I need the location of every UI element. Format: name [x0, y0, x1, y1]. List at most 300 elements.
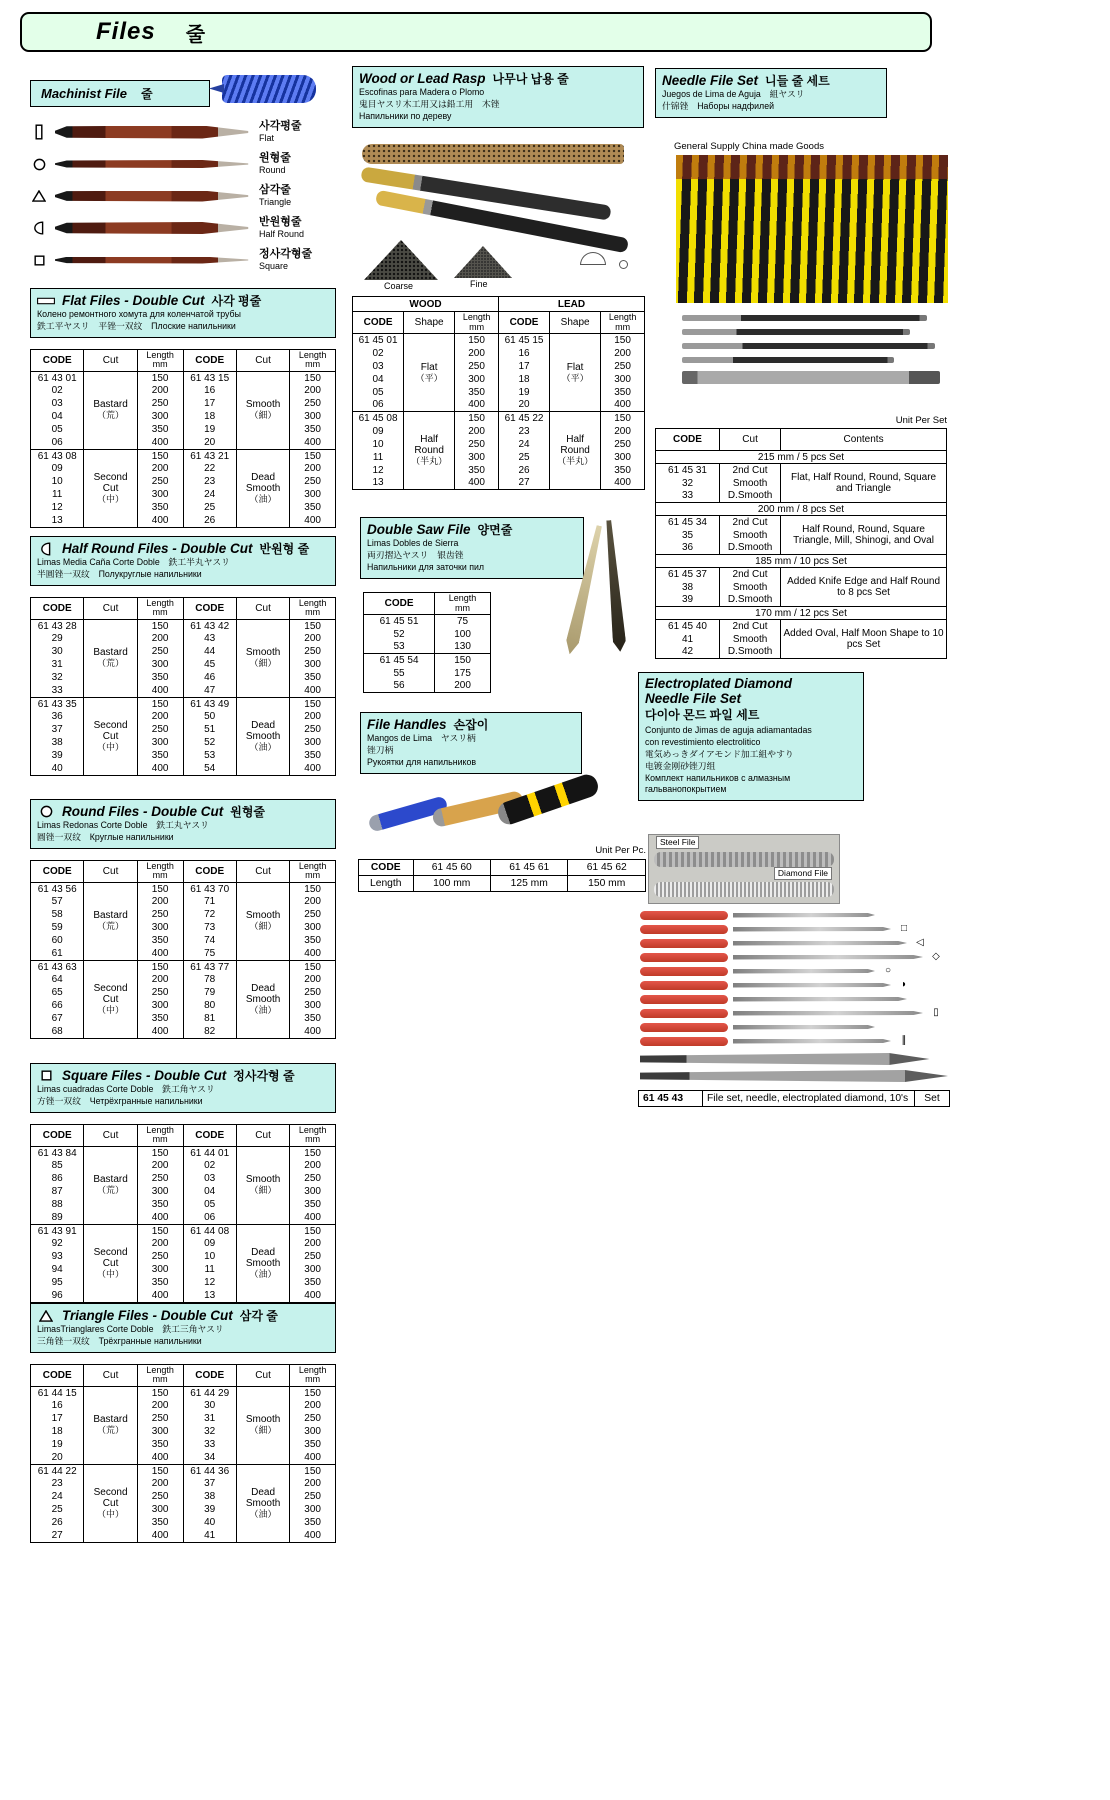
length-cell: 250	[137, 475, 183, 488]
cut-kanji: （中）	[97, 493, 125, 504]
rasp-title: Wood or Lead Rasp	[359, 71, 486, 86]
code-cell: 39	[656, 594, 720, 607]
code-cell: 61 43 08	[31, 449, 84, 462]
product-description: File set, needle, electroplated diamond, 10's	[703, 1091, 915, 1106]
flat-shape-icon	[37, 296, 55, 306]
cut-kanji: （半丸）	[557, 456, 594, 467]
file-handle-image	[640, 1037, 728, 1046]
length-cell: 200	[137, 384, 183, 397]
diamond-subtitle-es1: Conjunto de Jimas de aguja adiamantadas	[645, 725, 812, 735]
file-label-en: Flat	[259, 132, 275, 143]
length-cell: 350	[290, 1438, 336, 1451]
length-cell: 400	[137, 1211, 183, 1224]
cut-kanji: （油）	[249, 1508, 277, 1519]
code-cell: 39	[31, 749, 84, 762]
length-cell: 250	[455, 438, 499, 451]
length-cell: 300	[290, 736, 336, 749]
length-cell: 200	[137, 1399, 183, 1412]
triangle-icon	[30, 190, 48, 202]
cut-cell: Dead Smooth （油）	[236, 1464, 289, 1542]
length-cell: 300	[137, 1185, 183, 1198]
needle-title-row	[662, 72, 880, 89]
code-cell: 61 44 15	[31, 1386, 84, 1399]
machinist-file-row	[30, 180, 332, 212]
code-cell: 61 45 62	[568, 860, 646, 876]
code-cell: 29	[31, 632, 84, 645]
code-header: CODE	[183, 1364, 236, 1386]
saw-subtitle-es: Limas Dobles de Sierra	[367, 538, 459, 548]
length-cell: 300	[290, 410, 336, 423]
length-header: Length mm	[137, 1364, 183, 1386]
code-cell: 74	[183, 934, 236, 947]
code-cell: 13	[353, 477, 404, 490]
length-cell: 300	[137, 1425, 183, 1438]
section-title: Square Files - Double Cut	[62, 1068, 227, 1083]
length-cell: 400	[290, 1529, 336, 1542]
code-cell: 42	[656, 646, 720, 659]
cut-header: Cut	[236, 597, 289, 619]
section-flat-files	[30, 288, 336, 528]
length-header: Length mm	[290, 1364, 336, 1386]
code-cell: 65	[31, 986, 84, 999]
needle-file-bar	[682, 343, 935, 349]
code-cell: 04	[183, 1185, 236, 1198]
length-cell: 250	[137, 908, 183, 921]
cut-cell: Smooth （細）	[236, 1146, 289, 1224]
rasp-header	[352, 66, 644, 128]
length-header: Length mm	[290, 349, 336, 371]
length-cell: 350	[290, 501, 336, 514]
length-cell: 300	[290, 921, 336, 934]
length-cell: 400	[137, 1529, 183, 1542]
code-cell: 11	[353, 451, 404, 464]
cut-header: Cut	[84, 597, 137, 619]
code-cell: 25	[31, 1503, 84, 1516]
length-cell: 150	[455, 334, 499, 347]
code-cell: 32	[183, 1425, 236, 1438]
square-icon	[30, 255, 48, 266]
length-cell: 400	[290, 1289, 336, 1302]
length-cell: 250	[290, 1250, 336, 1263]
cut-header: Cut	[236, 1364, 289, 1386]
page-title: Files	[96, 18, 156, 45]
file-labels	[256, 152, 332, 175]
length-cell: 400	[290, 514, 336, 527]
saw-subtitle-ru: Напильники для заточки пил	[367, 561, 485, 572]
unit-per-set-label: Unit Per Set	[895, 415, 947, 426]
code-cell: 92	[31, 1237, 84, 1250]
rasp-title-row	[359, 70, 637, 87]
diamond-needle-file	[640, 964, 948, 978]
section-title: Round Files - Double Cut	[62, 804, 224, 819]
shape-icon: ◗	[900, 979, 908, 990]
length-cell: 150	[137, 1386, 183, 1399]
code-cell: 81	[183, 1012, 236, 1025]
length-cell: 250	[290, 986, 336, 999]
length-cell: 250	[137, 986, 183, 999]
length-cell: 350	[137, 423, 183, 436]
length-cell: 300	[290, 1425, 336, 1438]
shape-icon: □	[900, 923, 908, 934]
length-cell: 150	[290, 1464, 336, 1477]
needle-subtitle-ru: 什锦锉 Наборы надфилей	[662, 100, 774, 111]
machinist-file-row	[30, 148, 332, 180]
diamond-needle-file	[640, 992, 948, 1006]
section-title-row	[37, 292, 329, 309]
length-cell: 250	[137, 1490, 183, 1503]
code-cell: 32	[31, 671, 84, 684]
code-cell: 38	[656, 581, 720, 594]
length-cell: 300	[137, 658, 183, 671]
file-illustration	[55, 160, 249, 168]
length-cell: 400	[601, 477, 645, 490]
cut-cell: Smooth	[720, 529, 781, 542]
diamond-title-line1: Electroplated Diamond	[645, 676, 793, 691]
file-handle-image	[640, 925, 728, 934]
cut-cell: Half Round （半丸）	[550, 412, 601, 490]
material-header: LEAD	[498, 297, 644, 312]
diamond-needle-file	[640, 908, 948, 922]
code-cell: 24	[498, 438, 549, 451]
rasp-subtitle-ru: Напильники по дереву	[359, 110, 452, 121]
code-cell: 36	[656, 542, 720, 555]
section-title: Flat Files - Double Cut	[62, 293, 205, 308]
code-cell: 79	[183, 986, 236, 999]
cut-kanji: （油）	[249, 493, 277, 504]
length-cell: 150	[137, 449, 183, 462]
code-cell: 12	[31, 501, 84, 514]
handles-photo	[366, 776, 616, 840]
length-cell: 400	[137, 1451, 183, 1464]
code-cell: 20	[498, 399, 549, 412]
cut-kanji: （細）	[249, 1185, 277, 1196]
code-cell: 85	[31, 1159, 84, 1172]
section-title-kr: 반원형 줄	[259, 542, 310, 556]
file-label-kr: 정사각형줄	[259, 248, 313, 261]
code-cell: 13	[31, 514, 84, 527]
length-cell: 150	[137, 1146, 183, 1159]
round-shape-icon	[37, 805, 55, 818]
length-cell: 150	[290, 882, 336, 895]
code-cell: 23	[498, 425, 549, 438]
code-cell: 61 43 35	[31, 697, 84, 710]
length-cell: 150	[455, 412, 499, 425]
needle-header	[655, 68, 887, 118]
code-cell: 17	[183, 397, 236, 410]
length-cell: 300	[290, 488, 336, 501]
code-cell: 67	[31, 1012, 84, 1025]
needle-file-bar	[682, 315, 927, 321]
machinist-file-row	[30, 116, 332, 148]
cut-cell: Dead Smooth （油）	[236, 697, 289, 775]
cut-header: Cut	[720, 429, 781, 451]
length-cell: 200	[137, 710, 183, 723]
length-cell: 200	[290, 1159, 336, 1172]
length-cell: 300	[137, 999, 183, 1012]
code-cell: 12	[183, 1276, 236, 1289]
length-cell: 200	[137, 1159, 183, 1172]
length-cell: 150	[290, 619, 336, 632]
length-cell: 200	[137, 973, 183, 986]
code-cell: 32	[656, 477, 720, 490]
code-cell: 20	[31, 1451, 84, 1464]
code-cell: 06	[31, 436, 84, 449]
code-cell: 18	[31, 1425, 84, 1438]
file-blade-image	[733, 997, 907, 1002]
length-cell: 150	[290, 1224, 336, 1237]
length-cell: 300	[455, 451, 499, 464]
diamond-needle-file	[640, 950, 948, 964]
code-cell: 54	[183, 762, 236, 775]
file-blade-image	[733, 913, 875, 918]
code-cell: 03	[31, 397, 84, 410]
code-cell: 06	[353, 399, 404, 412]
handles-subtitle-zh: 锉刀柄	[367, 744, 394, 755]
length-cell: 400	[601, 399, 645, 412]
cut-kanji: （細）	[249, 410, 277, 421]
diamond-set-row	[638, 1090, 950, 1107]
length-cell: 200	[137, 1477, 183, 1490]
code-cell: 39	[183, 1503, 236, 1516]
code-cell: 38	[183, 1490, 236, 1503]
code-cell: 61 45 61	[491, 860, 568, 876]
code-header: CODE	[31, 860, 84, 882]
code-cell: 03	[353, 360, 404, 373]
code-cell: 72	[183, 908, 236, 921]
length-cell: 300	[137, 1503, 183, 1516]
cut-kanji: （油）	[249, 741, 277, 752]
diamond-subtitle-zh: 电镀金刚砂锉刀组	[645, 760, 716, 771]
code-cell: 19	[183, 423, 236, 436]
cut-cell: Smooth （細）	[236, 882, 289, 960]
length-cell: 400	[290, 684, 336, 697]
length-cell: 300	[290, 1263, 336, 1276]
length-cell: 350	[137, 671, 183, 684]
length-cell: 200	[137, 895, 183, 908]
file-size-table	[30, 1364, 336, 1543]
wood-lead-table	[352, 296, 645, 490]
saw-header	[360, 517, 584, 579]
cut-cell: Flat （平）	[550, 334, 601, 412]
length-cell: 75	[435, 615, 491, 628]
file-label-kr: 원형줄	[259, 152, 291, 165]
file-blade-image	[733, 955, 923, 960]
diamond-needle-file	[640, 936, 948, 950]
needle-title-kr: 니들 줄 세트	[765, 74, 830, 88]
code-cell: 13	[183, 1289, 236, 1302]
file-size-table	[30, 597, 336, 776]
length-cell: 150	[137, 960, 183, 973]
code-cell: 33	[183, 1438, 236, 1451]
cut-header: Cut	[84, 1124, 137, 1146]
section-subtitle: 半圓锉一双纹 Полукруглые напильники	[37, 568, 202, 579]
length-cell: 250	[137, 723, 183, 736]
code-cell: 59	[31, 921, 84, 934]
round-cross-section-icon	[619, 260, 628, 269]
triangle-shape-icon	[37, 1310, 55, 1322]
file-size-table	[30, 1124, 336, 1303]
code-cell: 10	[183, 1250, 236, 1263]
file-handle-image	[640, 995, 728, 1004]
length-cell: 250	[137, 1412, 183, 1425]
diamond-needle-file	[640, 1020, 948, 1034]
cut-cell: Second Cut （中）	[84, 960, 137, 1038]
steel-file-label: Steel File	[656, 836, 699, 849]
cut-kanji: （荒）	[97, 921, 125, 932]
code-cell: 51	[183, 723, 236, 736]
cut-cell: 2nd Cut	[720, 464, 781, 477]
handles-subtitle-ru: Рукоятки для напильников	[367, 756, 477, 767]
cut-kanji: （平）	[561, 372, 589, 383]
length-cell: 300	[455, 373, 499, 386]
length-cell: 250	[290, 1412, 336, 1425]
diamond-subtitle-ru1: Комплект напильников с алмазным	[645, 772, 791, 783]
length-cell: 200	[137, 1237, 183, 1250]
code-cell: 61 45 60	[413, 860, 490, 876]
diamond-files-photo	[640, 908, 948, 1082]
cut-header: Cut	[84, 1364, 137, 1386]
rasp-subtitle-es: Escofinas para Madera o Plomo	[359, 87, 485, 97]
code-header: CODE	[183, 1124, 236, 1146]
length-cell: 300	[137, 488, 183, 501]
code-cell: 33	[31, 684, 84, 697]
length-cell: 250	[290, 1490, 336, 1503]
diamond-title-kr: 다이아 몬드 파일 세트	[645, 708, 760, 722]
cut-kanji: （荒）	[97, 410, 125, 421]
file-label-kr: 반원형줄	[259, 216, 302, 229]
length-cell: 250	[137, 1172, 183, 1185]
length-cell: 350	[137, 1198, 183, 1211]
length-cell: 100 mm	[413, 876, 490, 892]
section-title-row	[37, 540, 329, 557]
code-cell: 43	[183, 632, 236, 645]
length-cell: 200	[290, 1477, 336, 1490]
section-subtitle: 圓锉一双纹 Круглые напильники	[37, 831, 174, 842]
code-cell: 61 43 70	[183, 882, 236, 895]
section-subtitle: Limas cuadradas Corte Doble 鉄工角ヤスリ	[37, 1084, 215, 1094]
shape-icon: ○	[884, 965, 892, 976]
code-cell: 78	[183, 973, 236, 986]
cut-header: Cut	[236, 349, 289, 371]
length-cell: 200	[455, 347, 499, 360]
length-cell: 400	[137, 762, 183, 775]
length-cell: 200	[435, 680, 491, 693]
shape-icon: ◁	[916, 937, 924, 948]
unit-per-pc-label: Unit Per Pc.	[595, 845, 646, 856]
section-subtitle: LimasTrianglares Corte Doble 鉄工三角ヤスリ	[37, 1324, 224, 1334]
code-cell: 61 45 51	[364, 615, 435, 628]
length-cell: 350	[137, 749, 183, 762]
cut-cell: D.Smooth	[720, 646, 781, 659]
code-cell: 61 45 15	[498, 334, 549, 347]
cut-header: Shape	[404, 312, 455, 334]
large-file-image	[640, 1070, 948, 1082]
rasp-title-kr: 나무나 납용 줄	[492, 72, 569, 86]
code-cell: 09	[31, 462, 84, 475]
length-header: Length mm	[435, 593, 491, 615]
fine-texture-swatch	[454, 246, 512, 278]
set-size-header: 185 mm / 10 pcs Set	[656, 555, 947, 568]
section-header	[30, 536, 336, 586]
code-cell: 05	[31, 423, 84, 436]
length-cell: 250	[290, 723, 336, 736]
section-title: Triangle Files - Double Cut	[62, 1308, 233, 1323]
handles-header	[360, 712, 582, 774]
saw-title-row	[367, 521, 577, 538]
length-cell: 250	[601, 360, 645, 373]
code-cell: 41	[656, 633, 720, 646]
length-header: Length mm	[290, 597, 336, 619]
code-cell: 52	[183, 736, 236, 749]
large-file-image	[640, 1053, 930, 1065]
code-cell: 11	[31, 488, 84, 501]
length-header: Length mm	[137, 597, 183, 619]
code-cell: 25	[498, 451, 549, 464]
code-cell: 57	[31, 895, 84, 908]
length-cell: 350	[137, 1516, 183, 1529]
length-cell: 250	[137, 645, 183, 658]
code-cell: 37	[31, 723, 84, 736]
code-header: CODE	[31, 597, 84, 619]
cut-cell: 2nd Cut	[720, 516, 781, 529]
length-cell: 150	[601, 334, 645, 347]
code-cell: 61 43 21	[183, 449, 236, 462]
length-cell: 150	[290, 449, 336, 462]
cut-kanji: （油）	[249, 1268, 277, 1279]
length-cell: 150	[290, 697, 336, 710]
length-cell: 400	[137, 436, 183, 449]
cut-cell: Smooth （細）	[236, 371, 289, 449]
length-cell: 100	[435, 628, 491, 641]
code-cell: 68	[31, 1025, 84, 1038]
code-cell: 50	[183, 710, 236, 723]
length-cell: 200	[290, 384, 336, 397]
coarse-texture-swatch	[364, 240, 438, 280]
length-cell: 250	[290, 397, 336, 410]
cut-cell: Second Cut （中）	[84, 1224, 137, 1302]
code-cell: 19	[31, 1438, 84, 1451]
length-cell: 250	[137, 1250, 183, 1263]
code-cell: 61 45 34	[656, 516, 720, 529]
section-subtitle: Колено ремонтного хомута для коленчатой трубы	[37, 309, 241, 319]
cut-cell: Smooth	[720, 477, 781, 490]
code-cell: 61 45 22	[498, 412, 549, 425]
length-cell: 200	[455, 425, 499, 438]
cut-cell: Second Cut （中）	[84, 1464, 137, 1542]
section-title-row	[37, 1307, 329, 1324]
length-cell: 400	[290, 762, 336, 775]
length-cell: 175	[435, 667, 491, 680]
code-cell: 73	[183, 921, 236, 934]
handles-table	[358, 859, 646, 892]
length-cell: 400	[137, 514, 183, 527]
length-cell: 400	[290, 947, 336, 960]
code-header: CODE	[31, 349, 84, 371]
code-cell: 60	[31, 934, 84, 947]
cut-kanji: （中）	[97, 741, 125, 752]
code-cell: 05	[353, 386, 404, 399]
code-cell: 04	[31, 410, 84, 423]
code-cell: 71	[183, 895, 236, 908]
needle-subtitle-es: Juegos de Lima de Aguja 組ヤスリ	[662, 89, 805, 99]
code-cell: 58	[31, 908, 84, 921]
code-header: CODE	[183, 349, 236, 371]
length-cell: 250	[455, 360, 499, 373]
code-cell: 45	[183, 658, 236, 671]
code-cell: 12	[353, 464, 404, 477]
file-blade-image	[733, 1025, 875, 1030]
code-cell: 61 45 01	[353, 334, 404, 347]
